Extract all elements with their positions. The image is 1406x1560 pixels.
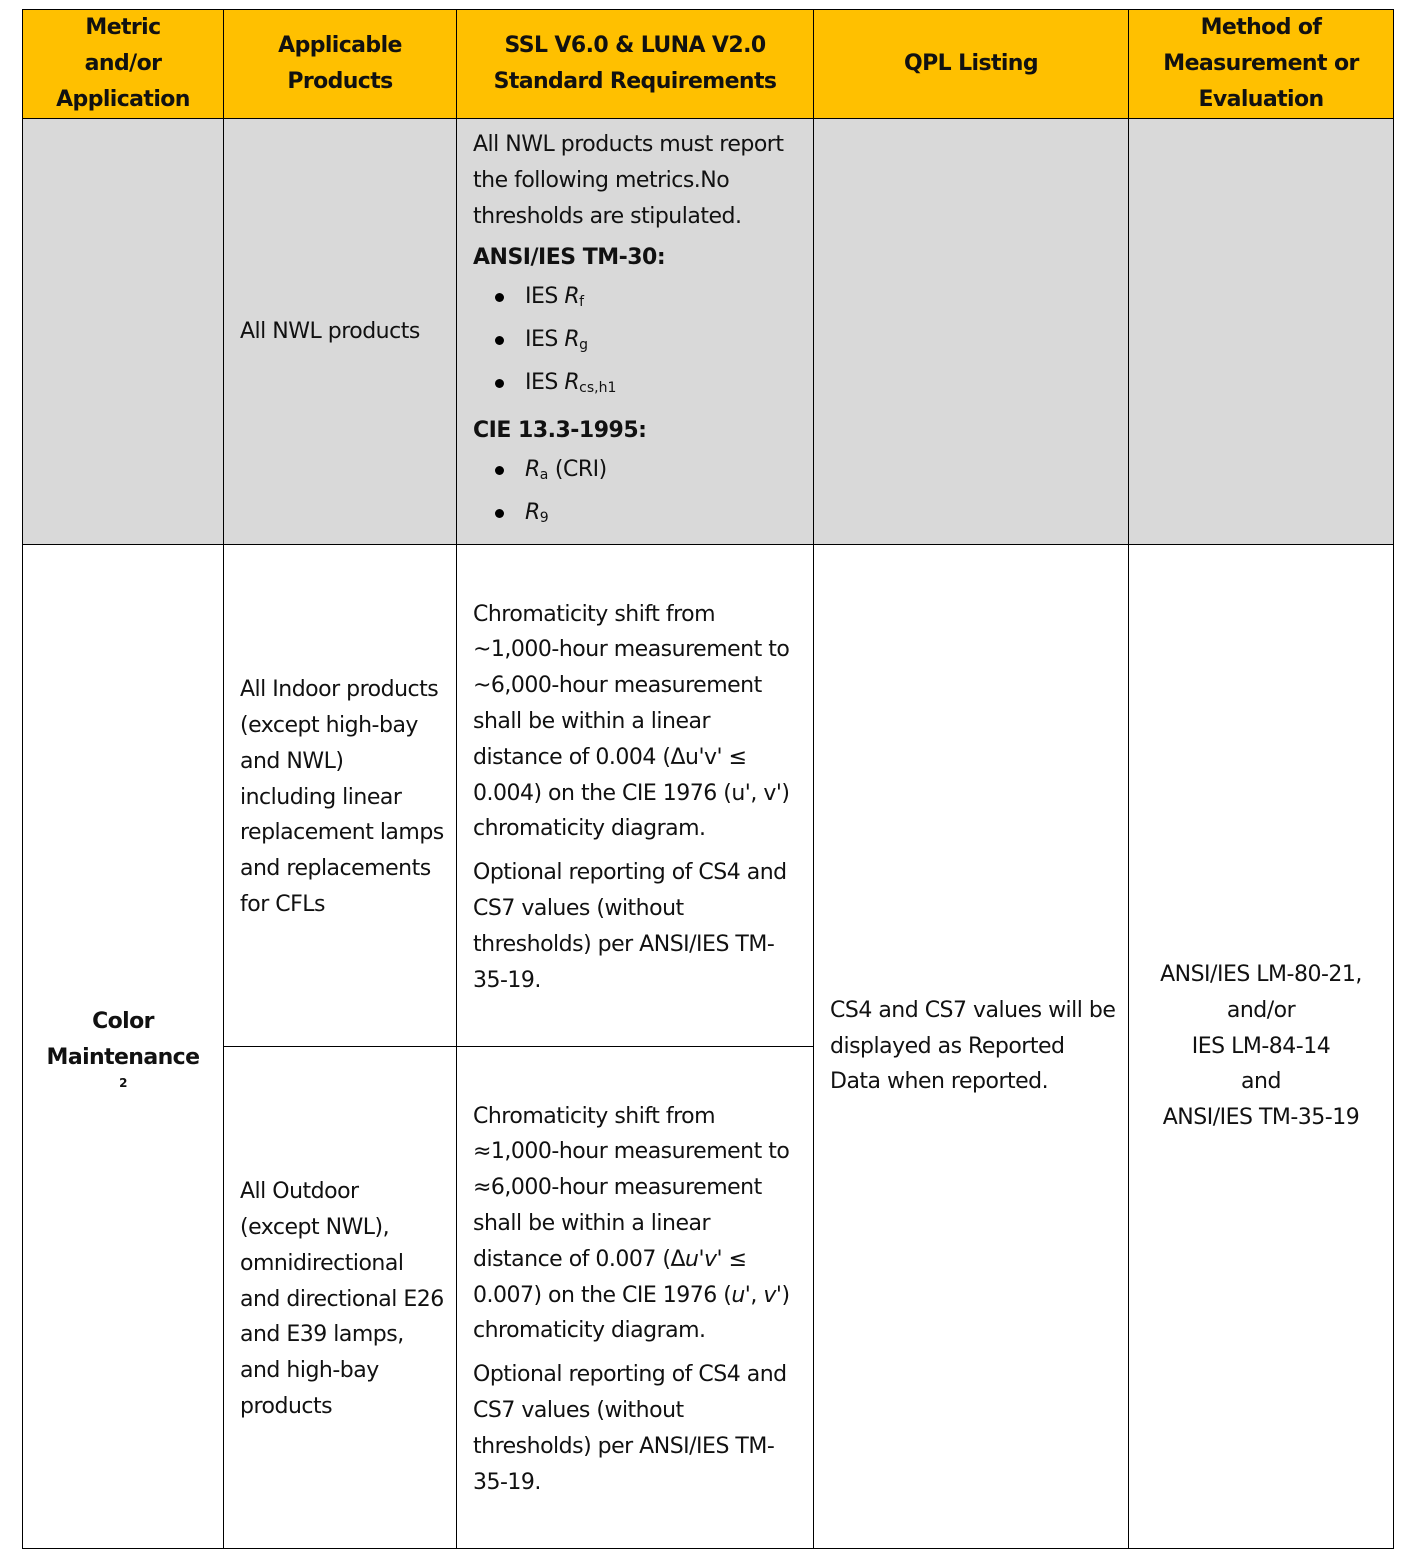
nwl-requirements-cell — [457, 119, 814, 545]
header-requirements-line: SSL V6.0 & LUNA V2.0 — [504, 33, 766, 58]
requirements-table — [22, 9, 1394, 1549]
indoor-optional-text: Optional reporting of CS4 and CS7 values (without thresholds) per ANSI/IES TM-35-19. — [473, 860, 787, 993]
table-header-row — [23, 10, 1394, 119]
header-method-line: Measurement or — [1163, 51, 1359, 76]
method-line: ANSI/IES LM-80-21, — [1160, 962, 1362, 987]
tm30-heading: ANSI/IES TM-30: — [473, 245, 666, 271]
tm30-list — [473, 278, 801, 407]
color-maintenance-method-cell — [1129, 545, 1394, 1549]
color-maintenance-metric-cell — [23, 545, 224, 1549]
table-row-nwl — [23, 119, 1394, 545]
outdoor-products-cell — [224, 1047, 457, 1549]
outdoor-requirements-cell — [457, 1047, 814, 1549]
tm30-item-rf: IES $R_f$ — [525, 278, 801, 321]
header-products-line: Applicable — [278, 33, 402, 58]
method-line: IES LM-84-14 — [1191, 1033, 1331, 1059]
header-metric-line: Application — [56, 87, 190, 112]
header-metric-line: and/or — [84, 51, 162, 76]
header-method-line: Evaluation — [1198, 87, 1324, 112]
indoor-products-text: All Indoor products (except high-bay and NWL) including linear replacement lamps and replacements for CFLs — [240, 677, 444, 917]
outdoor-optional-text: Optional reporting of CS4 and CS7 values (without thresholds) per ANSI/IES TM-35-19. — [473, 1362, 787, 1495]
cie-item-r9: $R_9$ — [525, 494, 801, 537]
cie-item-ra: $R_a$ (CRI) — [525, 451, 801, 494]
color-maintenance-qpl-cell — [814, 545, 1129, 1549]
method-line: and/or — [1226, 997, 1296, 1023]
table-row-indoor — [23, 545, 1394, 1047]
header-qpl-line: QPL Listing — [903, 51, 1039, 76]
method-line: ANSI/IES TM-35-19 — [1162, 1105, 1360, 1131]
header-products — [224, 10, 457, 119]
nwl-products-text: All NWL products — [240, 318, 420, 344]
nwl-intro-text: All NWL products must report the following metrics.No thresholds are stipulated. — [473, 132, 784, 229]
footnote-marker: 2 — [119, 1075, 127, 1090]
cie-heading: CIE 13.3-1995: — [473, 418, 647, 444]
outdoor-requirement-text: Chromaticity shift from ≈1,000-hour measurement to ≈6,000-hour measurement shall be within a linear distance of 0.007 (Δu'v' ≤ 0.007) on the CIE 1976 (u', v') chromaticity diagram. — [473, 1103, 790, 1344]
header-method-line: Method of — [1200, 15, 1322, 40]
header-method — [1129, 10, 1394, 119]
tm30-item-rg: IES $R_g$ — [525, 321, 801, 364]
indoor-requirement-text: Chromaticity shift from ~1,000-hour measurement to ~6,000-hour measurement shall be within a linear distance of 0.004 (Δu'v' ≤ 0.004) on the CIE 1976 (u', v') chromaticity diagram. — [473, 601, 790, 842]
header-metric — [23, 10, 224, 119]
header-requirements-line: Standard Requirements — [493, 69, 777, 94]
tm30-item-rcsh1: IES $R_{cs,h1}$ — [525, 364, 801, 407]
header-products-line: Products — [287, 69, 393, 94]
nwl-qpl-cell — [814, 119, 1129, 545]
nwl-metric-cell — [23, 119, 224, 545]
nwl-method-cell — [1129, 119, 1394, 545]
header-metric-line: Metric — [85, 15, 161, 40]
indoor-products-cell — [224, 545, 457, 1047]
outdoor-products-text: All Outdoor (except NWL), omnidirectional and directional E26 and E39 lamps, and high-bay products — [240, 1179, 444, 1419]
indoor-requirements-cell — [457, 545, 814, 1047]
cie-list — [473, 451, 801, 537]
method-line: and — [1241, 1069, 1281, 1095]
nwl-products-cell — [224, 119, 457, 545]
color-maintenance-label: Color Maintenance — [46, 1008, 200, 1070]
header-requirements — [457, 10, 814, 119]
qpl-text: CS4 and CS7 values will be displayed as Reported Data when reported. — [830, 997, 1116, 1095]
header-qpl — [814, 10, 1129, 119]
